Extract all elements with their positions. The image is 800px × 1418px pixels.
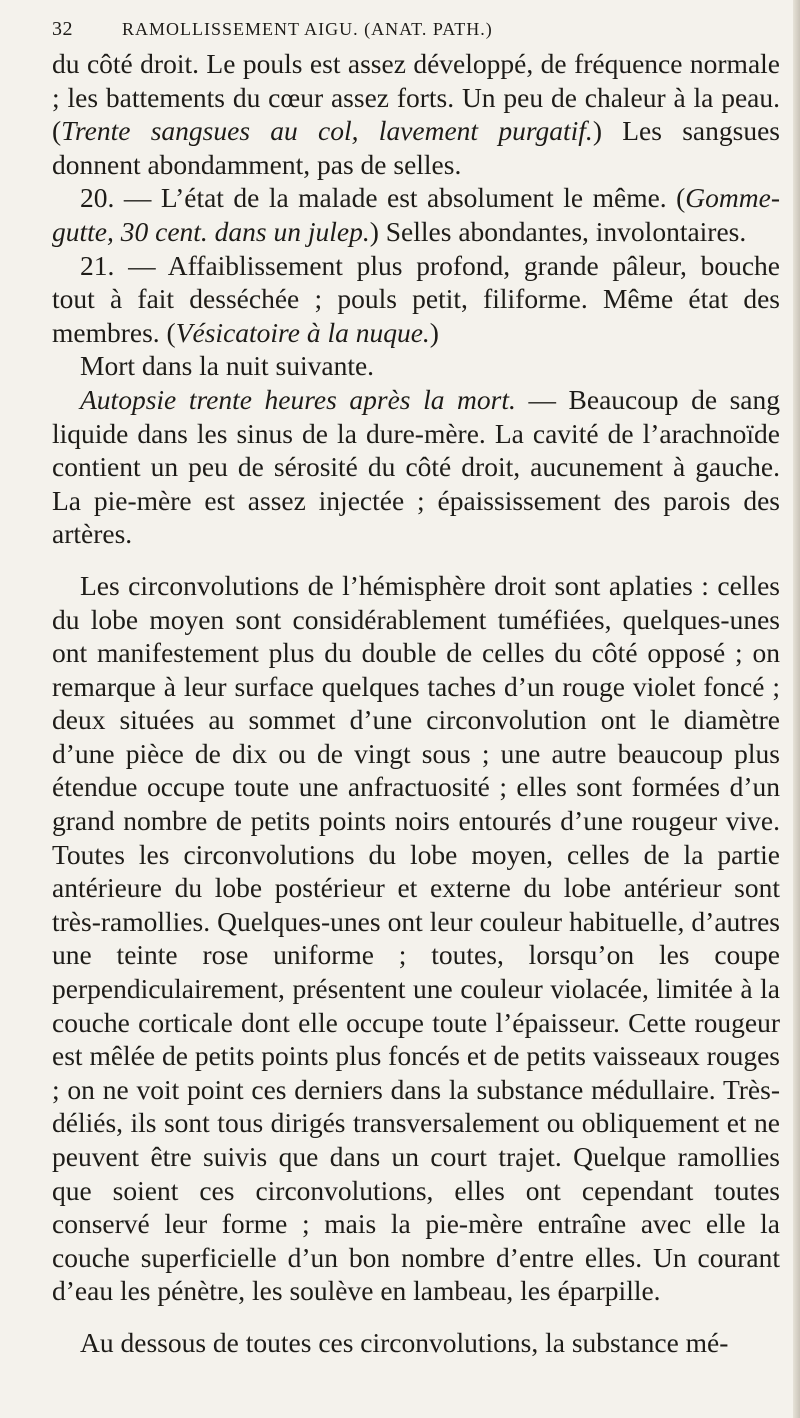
text-segment: 20. — L’état de la malade est absolument le même. ( bbox=[80, 182, 686, 214]
paragraph-sangsues bbox=[52, 47, 780, 181]
running-head bbox=[52, 18, 780, 41]
paragraph-circonvolutions bbox=[52, 569, 780, 1308]
text-segment: Les circonvolutions de l’hémisphère droit sont aplaties : celles du lobe moyen sont considérablement tuméfiées, quelques-unes ont manifestement plus du double de celles du côté opposé ; on remarque à leur surface quelques taches d’un rouge violet foncé ; deux situées au sommet d’une circonvolution ont le diamètre d’une pièce de dix ou de vingt sous ; une autre beaucoup plus étendue occupe toute une anfractuosité ; elles sont formées d’un grand nombre de petits points noirs entourés d’une rougeur vive. Toutes les circonvolutions du lobe moyen, celles de la partie antérieure du lobe postérieur et externe du lobe antérieur sont très-ramollies. Quelques-unes ont leur couleur habituelle, d’autres une teinte rose uniforme ; toutes, lorsqu’on les coupe perpendiculairement, présentent une couleur violacée, limitée à la couche corticale dont elle occupe toute l’épaisseur. Cette rougeur est mêlée de petits points plus foncés et de petits vaisseaux rouges ; on ne voit point ces derniers dans la substance médullaire. Très-déliés, ils sont tous dirigés transversalement ou obliquement et ne peuvent être suivis que dans un court trajet. Quelque ramollies que soient ces circonvolutions, elles ont cependant toutes conservé leur forme ; mais la pie-mère entraîne avec elle la couche superficielle d’un bon nombre d’entre elles. Un courant d’eau les pénètre, les soulève en lambeau, les éparpille. bbox=[52, 569, 780, 1307]
italic-text-segment: Vésicatoire à la nuque. bbox=[175, 316, 430, 348]
text-segment: 21. — Affaiblissement plus profond, grande pâleur, bouche tout à fait desséchée ; pouls petit, filiforme. Même état des membres. ( bbox=[52, 249, 780, 348]
text-segment: — Beaucoup de sang liquide dans les sinus de la dure-mère. La cavité de l’arachnoïde contient un peu de sérosité du côté droit, aucunement à gauche. La pie-mère est assez injectée ; épaississement des parois des artères. bbox=[52, 383, 781, 550]
paragraph-day-20 bbox=[52, 181, 780, 248]
paragraph-death bbox=[52, 349, 780, 383]
italic-text-segment: Trente sangsues au col, lavement purgatif. bbox=[61, 115, 593, 147]
text-segment: ) Les sangsues donnent abondamment, pas de selles. bbox=[52, 115, 780, 180]
body-text bbox=[52, 47, 780, 1360]
paragraph-substance bbox=[52, 1326, 780, 1360]
page-edge-shadow bbox=[793, 0, 800, 1418]
paragraph-autopsy bbox=[52, 383, 780, 551]
italic-text-segment: Autopsie trente heures après la mort. bbox=[80, 383, 516, 415]
text-segment: ) bbox=[429, 316, 439, 348]
text-segment: du côté droit. Le pouls est assez développé, de fréquence normale ; les battements du cœur assez forts. Un peu de chaleur à la peau. ( bbox=[52, 48, 780, 147]
running-title: RAMOLLISSEMENT AIGU. (ANAT. PATH.) bbox=[122, 19, 493, 39]
paragraph-day-21 bbox=[52, 249, 780, 350]
text-segment: Au dessous de toutes ces circonvolutions, la substance mé- bbox=[80, 1326, 729, 1358]
text-segment: Mort dans la nuit suivante. bbox=[80, 350, 375, 382]
page-number: 32 bbox=[52, 18, 73, 40]
italic-text-segment: Gomme-gutte, 30 cent. dans un julep. bbox=[52, 182, 780, 247]
text-segment: ) Selles abondantes, involontaires. bbox=[369, 215, 747, 247]
